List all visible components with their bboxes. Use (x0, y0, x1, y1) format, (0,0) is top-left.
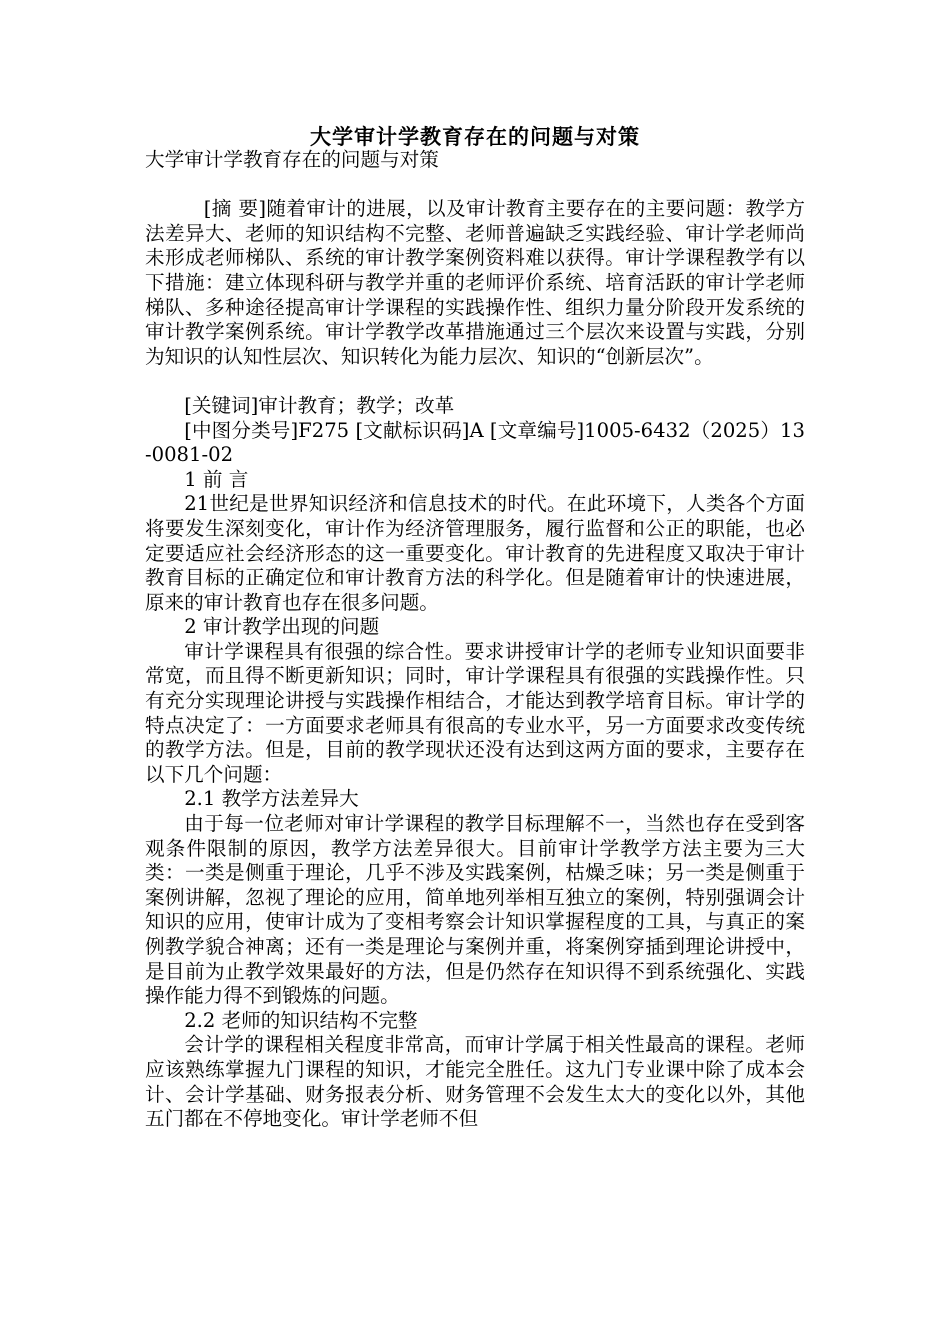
section-2-2-heading: 2.2 老师的知识结构不完整 (184, 1008, 418, 1032)
abstract-paragraph: [摘 要]随着审计的进展，以及审计教育主要存在的主要问题：教学方法差异大、老师的知识结构不完整、老师普遍缺乏实践经验、审计学老师尚未形成老师梯队、系统的审计教学案例资料难以获得。审计学课程教学有以下措施：建立体现科研与教学并重的老师评价系统、培育活跃的审计学老师梯队、多种途径提高审计学课程的实践操作性、组织力量分阶段开发系统的审计教学案例系统。审计学教学改革措施通过三个层次来设置与实践，分别为知识的认知性层次、知识转化为能力层次、知识的“创新层次”。 (145, 197, 805, 368)
section-2-2-paragraph: 会计学的课程相关程度非常高，而审计学属于相关性最高的课程。老师应该熟练掌握九门课程的知识，才能完全胜任。这九门专业课中除了成本会计、会计学基础、财务报表分析、财务管理不会发生太大的变化以外，其他五门都在不停地变化。审计学老师不但 (145, 1033, 805, 1131)
keywords-line: [关键词]审计教育；教学；改革 (184, 393, 455, 417)
section-2-1-paragraph: 由于每一位老师对审计学课程的教学目标理解不一，当然也存在受到客观条件限制的原因，教学方法差异很大。目前审计学教学方法主要为三大类：一类是侧重于理论，几乎不涉及实践案例，枯燥乏味；另一类是侧重于案例讲解，忽视了理论的应用，简单地列举相互独立的案例，特别强调会计知识的应用，使审计成为了变相考察会计知识掌握程度的工具，与真正的案例教学貌合神离；还有一类是理论与案例并重，将案例穿插到理论讲授中，是目前为止教学效果最好的方法，但是仍然存在知识得不到系统强化、实践操作能力得不到锻炼的问题。 (145, 812, 805, 1008)
document-subtitle: 大学审计学教育存在的问题与对策 (145, 148, 439, 171)
section-2-paragraph: 审计学课程具有很强的综合性。要求讲授审计学的老师专业知识面要非常宽，而且得不断更新知识；同时，审计学课程具有很强的实践操作性。只有充分实现理论讲授与实践操作相结合，才能达到教学培育目标。审计学的特点决定了：一方面要求老师具有很高的专业水平，另一方面要求改变传统的教学方法。但是，目前的教学现状还没有达到这两方面的要求，主要存在以下几个问题： (145, 639, 805, 786)
blank-line (145, 173, 805, 198)
section-1-heading: 1 前 言 (184, 467, 249, 491)
classification-line: [中图分类号]F275 [文献标识码]A [文章编号]1005-6432（2025）13-0081-02 (145, 418, 805, 467)
section-2-heading: 2 审计教学出现的问题 (184, 615, 380, 639)
section-1-paragraph: 21世纪是世界知识经济和信息技术的时代。在此环境下，人类各个方面将要发生深刻变化，审计作为经济管理服务，履行监督和公正的职能，也必定要适应社会经济形态的这一重要变化。审计教育的先进程度又取决于审计教育目标的正确定位和审计教育方法的科学化。但是随着审计的快速进展，原来的审计教育也存在很多问题。 (145, 492, 805, 614)
document-title: 大学审计学教育存在的问题与对策 (310, 124, 640, 149)
blank-line (145, 369, 805, 394)
document-body (145, 148, 805, 1132)
section-2-1-heading: 2.1 教学方法差异大 (184, 787, 359, 811)
